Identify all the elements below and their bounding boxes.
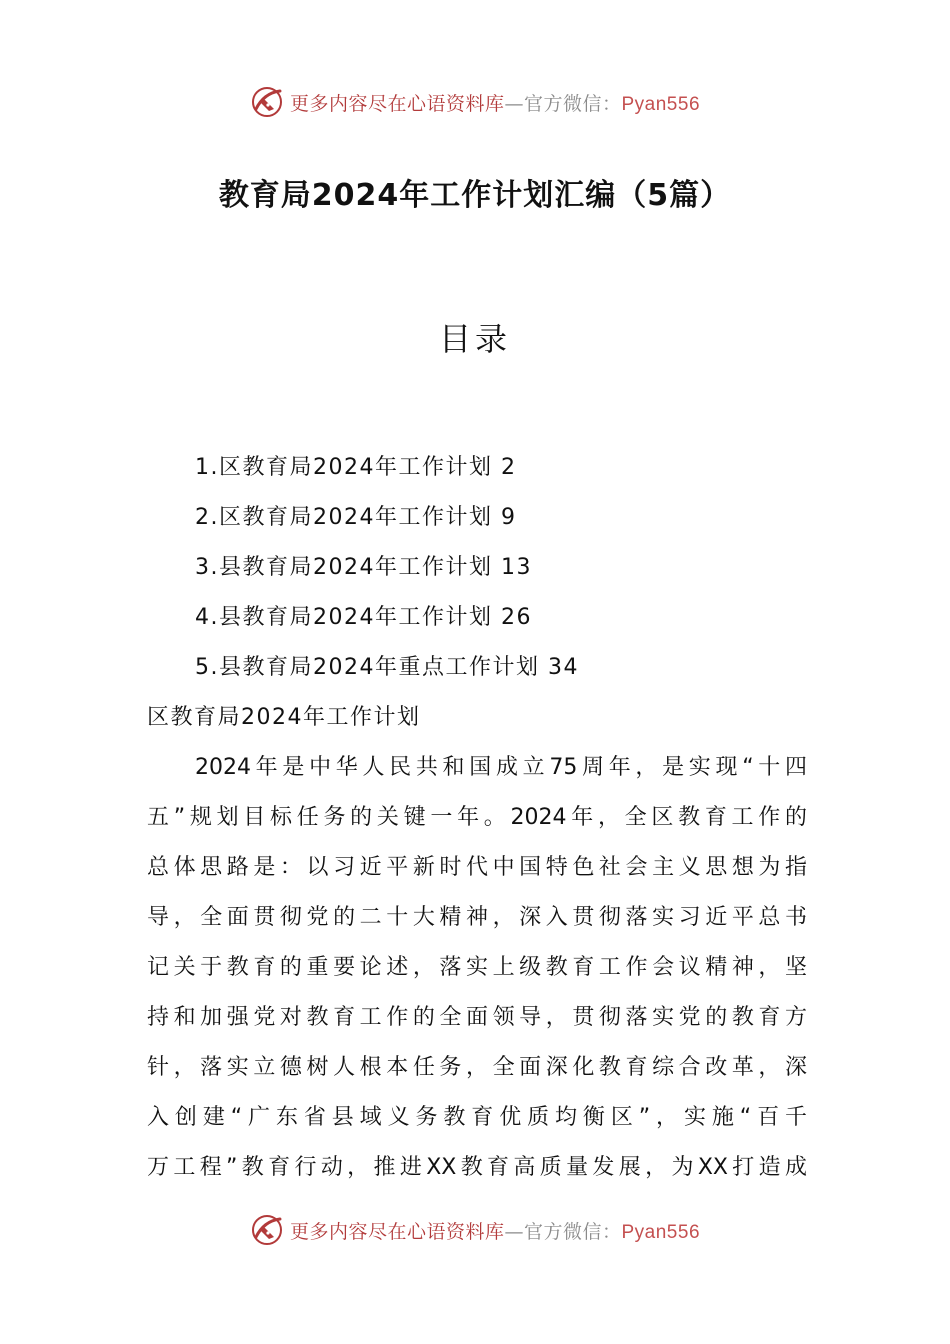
toc-heading: 目录 [438, 320, 511, 358]
watermark-label: 官方微信： [523, 1220, 622, 1243]
table-of-contents [195, 448, 579, 698]
watermark-brand: 更多内容尽在心语资料库 [289, 1220, 505, 1243]
pen-nib-logo-icon [250, 1213, 284, 1247]
document-title: 教育局2024年工作计划汇编（5篇） [218, 178, 732, 213]
watermark-text [290, 89, 700, 116]
paragraph-line: 持和加强党对教育工作的全面领导，贯彻落实党的教育方 [147, 1005, 807, 1030]
paragraph-line: 总体思路是：以习近平新时代中国特色社会主义思想为指 [147, 855, 807, 880]
paragraph-line: 导，全面贯彻党的二十大精神，深入贯彻落实习近平总书 [147, 905, 807, 930]
toc-item[interactable]: 2.区教育局2024年工作计划 9 [195, 505, 517, 530]
toc-item[interactable]: 5.县教育局2024年重点工作计划 34 [195, 655, 579, 680]
pen-nib-logo-icon [250, 85, 284, 119]
paragraph-line: 入创建“广东省县域义务教育优质均衡区”，实施“百千 [147, 1105, 807, 1130]
watermark-brand: 更多内容尽在心语资料库 [289, 92, 505, 115]
watermark-label: 官方微信： [523, 92, 622, 115]
paragraph-line: 万工程”教育行动，推进XX教育高质量发展，为XX打造成 [147, 1155, 807, 1180]
watermark-dash: — [504, 92, 524, 115]
paragraph-line: 针，落实立德树人根本任务，全面深化教育综合改革，深 [147, 1055, 807, 1080]
watermark-text [290, 1217, 700, 1244]
toc-item[interactable]: 3.县教育局2024年工作计划 13 [195, 555, 532, 580]
watermark-wechat-id: Pyan556 [621, 93, 701, 115]
body-paragraph [147, 748, 807, 1198]
paragraph-line: 五”规划目标任务的关键一年。2024年，全区教育工作的 [147, 805, 807, 830]
header-watermark [0, 84, 950, 120]
watermark-wechat-id: Pyan556 [621, 1221, 701, 1243]
paragraph-line: 2024年是中华人民共和国成立75周年，是实现“十四 [195, 755, 807, 780]
section-title: 区教育局2024年工作计划 [147, 705, 421, 730]
watermark-dash: — [504, 1220, 524, 1243]
paragraph-line: 记关于教育的重要论述，落实上级教育工作会议精神，坚 [147, 955, 807, 980]
toc-item[interactable]: 1.区教育局2024年工作计划 2 [195, 455, 517, 480]
footer-watermark [0, 1212, 950, 1248]
toc-item[interactable]: 4.县教育局2024年工作计划 26 [195, 605, 532, 630]
